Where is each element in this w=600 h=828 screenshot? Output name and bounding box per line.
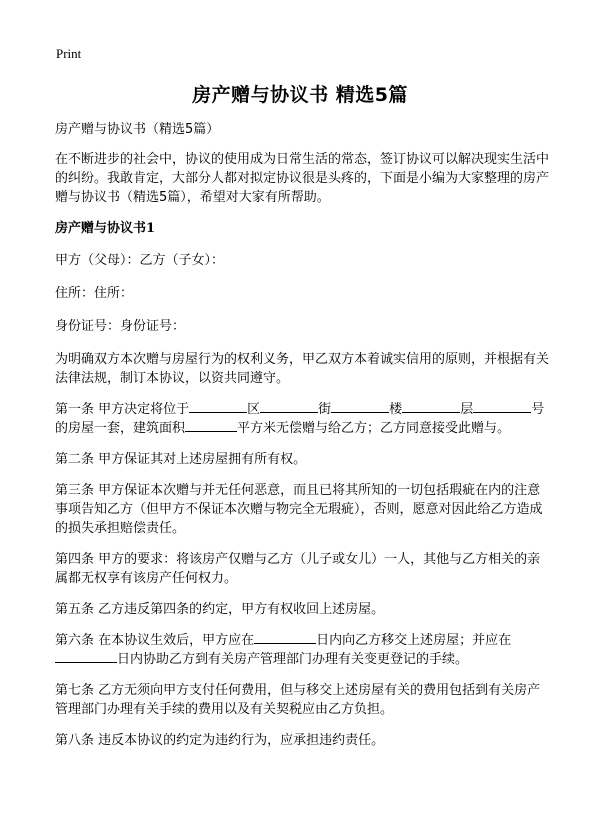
blank-district — [189, 400, 247, 413]
article-6-text-a: 第六条 在本协议生效后，甲方应在 — [55, 633, 255, 648]
article-6 — [55, 631, 553, 669]
section-heading-1: 房产赠与协议书1 — [55, 221, 156, 236]
blank-area — [185, 419, 237, 432]
blank-registration-days — [55, 650, 117, 663]
print-link[interactable]: Print — [56, 46, 82, 61]
article-7: 第七条 乙方无须向甲方支付任何费用，但与移交上述房屋有关的费用包括到有关房产管理部门办理有关手续的费用以及有关契税应由乙方负担。 — [55, 683, 541, 717]
article-1-text-f: 号的房屋一套，建筑面积 — [55, 402, 545, 436]
article-1-text-g: 平方米无偿赠与给乙方；乙方同意接受此赠与。 — [237, 421, 511, 436]
blank-street — [260, 400, 318, 413]
article-1-text-a: 第一条 甲方决定将位于 — [55, 402, 190, 417]
address-line: 住所：住所： — [55, 286, 134, 301]
blank-handover-days — [254, 631, 316, 644]
article-1-text-b: 区 — [247, 402, 261, 417]
parties-line: 甲方（父母）：乙方（子女）： — [55, 253, 225, 268]
article-1 — [55, 400, 553, 438]
purpose-paragraph: 为明确双方本次赠与房屋行为的权利义务，甲乙双方本着诚实信用的原则，并根据有关法律法规，制订本协议，以资共同遵守。 — [55, 352, 550, 386]
article-2: 第二条 甲方保证其对上述房屋拥有所有权。 — [55, 452, 307, 467]
document-title: 房产赠与协议书 精选5篇 — [192, 84, 408, 106]
article-4: 第四条 甲方的要求：将该房产仅赠与乙方（儿子或女儿）一人，其他与乙方相关的亲属都无权享有该房产任何权力。 — [55, 552, 541, 586]
article-3: 第三条 甲方保证本次赠与并无任何恶意，而且已将其所知的一切包括瑕疵在内的注意事项告知乙方（但甲方不保证本次赠与物完全无瑕疵），否则，愿意对因此给乙方造成的损失承担赔偿责任。 — [55, 483, 543, 536]
blank-floor — [402, 400, 460, 413]
article-1-text-d: 楼 — [389, 402, 403, 417]
document-body — [55, 120, 553, 762]
article-6-text-b: 日内向乙方移交上述房屋；并应在 — [316, 633, 512, 648]
id-number-line: 身份证号：身份证号： — [55, 319, 186, 334]
article-1-text-e: 层 — [460, 402, 474, 417]
document-subtitle: 房产赠与协议书（精选5篇） — [55, 122, 220, 137]
article-5: 第五条 乙方违反第四条的约定，甲方有权收回上述房屋。 — [55, 602, 385, 617]
article-6-text-c: 日内协助乙方到有关房产管理部门办理有关变更登记的手续。 — [117, 652, 469, 667]
intro-paragraph: 在不断进步的社会中，协议的使用成为日常生活的常态，签订协议可以解决现实生活中的纠纷。我敢肯定，大部分人都对拟定协议很是头疼的，下面是小编为大家整理的房产赠与协议书（精选5篇），希望对大家有所帮助。 — [55, 152, 550, 205]
article-8: 第八条 违反本协议的约定为违约行为，应承担违约责任。 — [55, 733, 385, 748]
article-1-text-c: 街 — [318, 402, 332, 417]
blank-building — [331, 400, 389, 413]
blank-number — [473, 400, 531, 413]
